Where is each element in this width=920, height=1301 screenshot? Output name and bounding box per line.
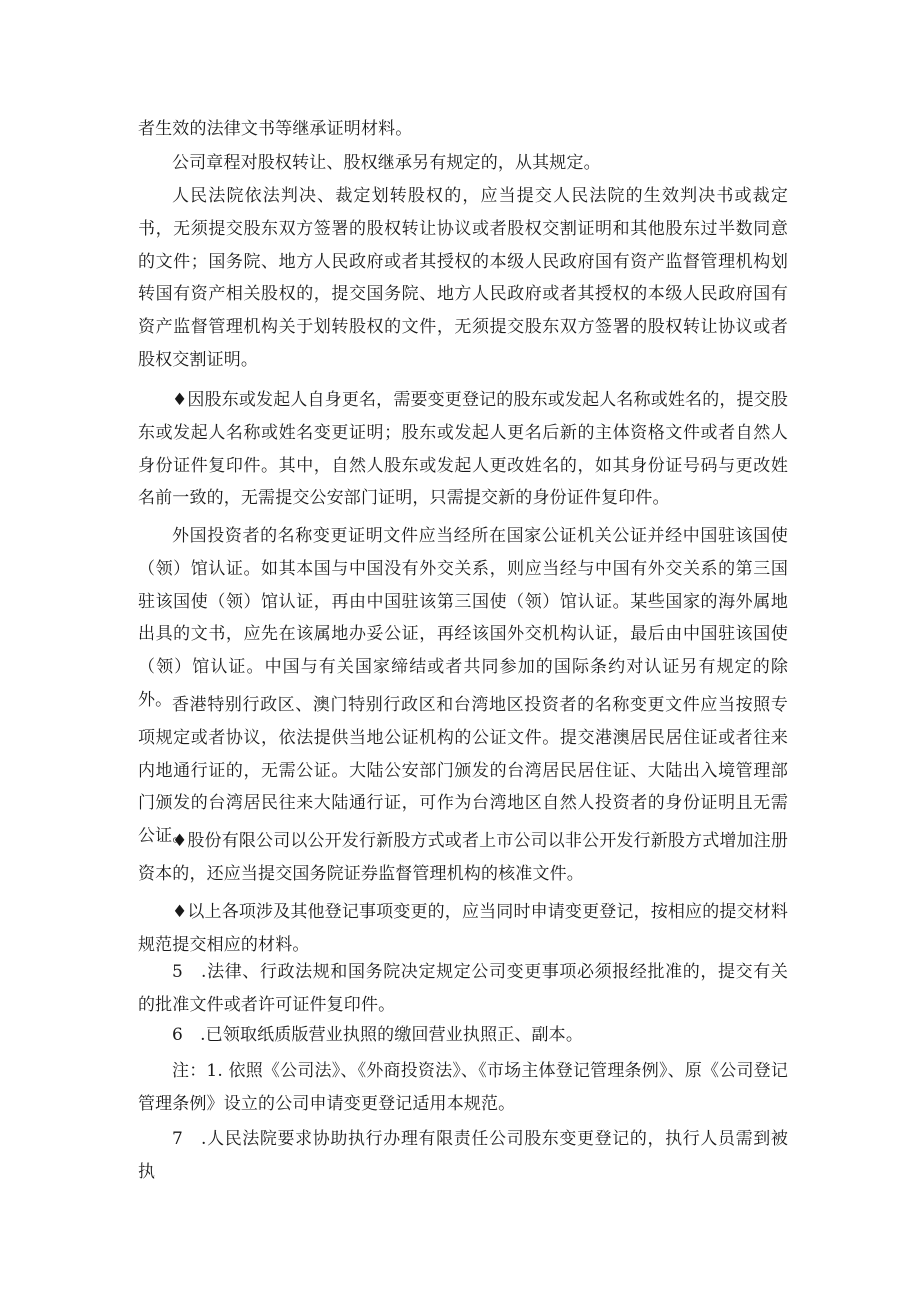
paragraph-articles-rule: 公司章程对股权转让、股权继承另有规定的，从其规定。 bbox=[172, 153, 601, 173]
paragraph-shareholder-rename: ♦因股东或发起人自身更名，需要变更登记的股东或发起人名称或姓名的，提交股东或发起人名称或姓名变更证明；股东或发起人更名后新的主体资格文件或者自然人身份证件复印件。其中，自然人股东或发起人更改姓名的，如其身份证号码与更改姓名前一致的，无需提交公安部门证明，只需提交新的身份证件复印件。 bbox=[138, 390, 788, 509]
paragraph-other-changes: ♦以上各项涉及其他登记事项变更的，应当同时申请变更登记，按相应的提交材料规范提交相应的材料。 bbox=[138, 902, 788, 955]
paragraph-share-issue: ♦股份有限公司以公开发行新股方式或者上市公司以非公开发行新股方式增加注册资本的，还应当提交国务院证券监督管理机构的核准文件。 bbox=[138, 831, 788, 884]
paragraph-foreign-investor: 外国投资者的名称变更证明文件应当经所在国家公证机关公证并经中国驻该国使（领）馆认证。如其本国与中国没有外交关系，则应当经与中国有外交关系的第三国驻该国使（领）馆认证，再由中国驻该第三国使（领）馆认证。某些国家的海外属地出具的文书，应先在该属地办妥公证，再经该国外交机构认证，最后由中国驻该国使（领）馆认证。中国与有关国家缔结或者共同参加的国际条约对认证另有规定的除外。 bbox=[138, 526, 788, 710]
paragraph-item-5: 5 .法律、行政法规和国务院决定规定公司变更事项必须报经批准的，提交有关的批准文件或者许可证件复印件。 bbox=[138, 962, 788, 1015]
paragraph-hk-macau-taiwan: 香港特别行政区、澳门特别行政区和台湾地区投资者的名称变更文件应当按照专项规定或者协议，依法提供当地公证机构的公证文件。提交港澳居民居住证或者往来内地通行证的，无需公证。大陆公安部门颁发的台湾居民居住证、大陆出入境管理部门颁发的台湾居民往来大陆通行证，可作为台湾地区自然人投资者的身份证明且无需公证。 bbox=[138, 695, 788, 847]
paragraph-court-transfer: 人民法院依法判决、裁定划转股权的，应当提交人民法院的生效判决书或裁定书，无须提交股东双方签署的股权转让协议或者股权交割证明和其他股东过半数同意的文件；国务院、地方人民政府或者其授权的本级人民政府国有资产监督管理机构划转国有资产相关股权的，提交国务院、地方人民政府或者其授权的本级人民政府国有资产监督管理机构关于划转股权的文件，无须提交股东双方签署的股权转让协议或者股权交割证明。 bbox=[138, 186, 788, 370]
paragraph-item-7: 7 .人民法院要求协助执行办理有限责任公司股东变更登记的，执行人员需到被执 bbox=[138, 1129, 788, 1182]
paragraph-item-6: 6 .已领取纸质版营业执照的缴回营业执照正、副本。 bbox=[172, 1025, 583, 1045]
paragraph-inheritance-cont: 者生效的法律文书等继承证明材料。 bbox=[138, 119, 413, 139]
paragraph-note: 注：1. 依照《公司法》、《外商投资法》、《市场主体登记管理条例》、原《公司登记管理条例》设立的公司申请变更登记适用本规范。 bbox=[138, 1061, 788, 1114]
